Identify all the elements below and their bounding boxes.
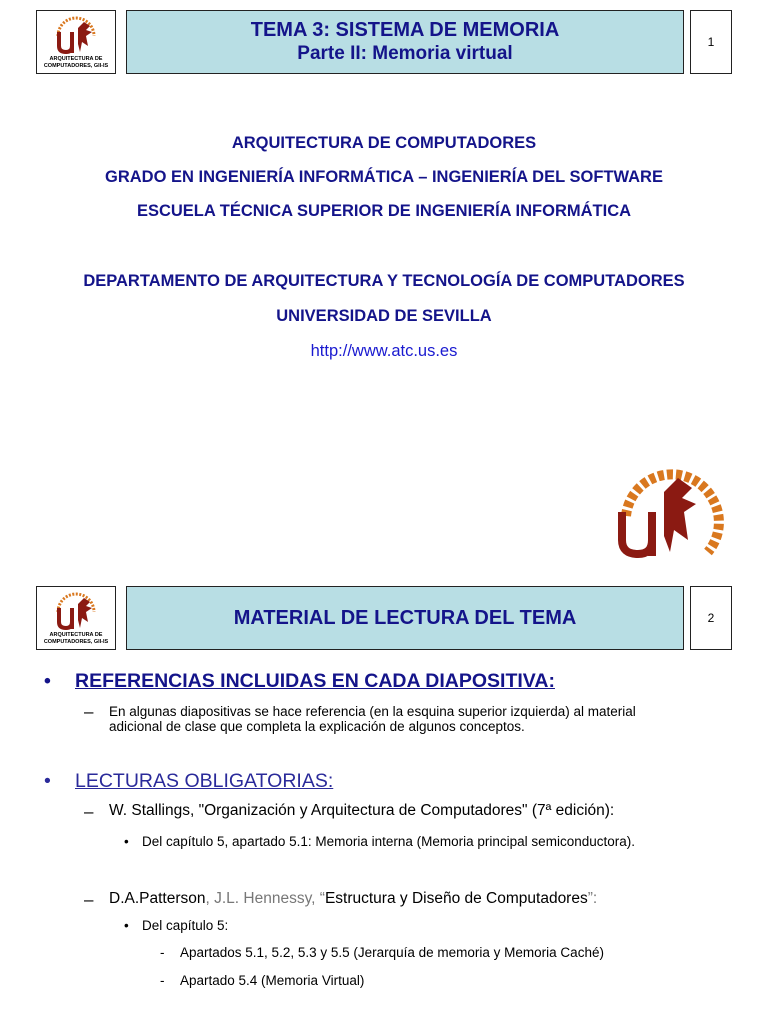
logo-caption-line2: COMPUTADORES, GII-IS <box>43 638 109 645</box>
book-coauthor: , J.L. Hennessy, “ <box>205 890 325 907</box>
slide-number-box <box>690 586 732 650</box>
bullet-icon: • <box>124 918 129 933</box>
section-heading-text: REFERENCIAS INCLUIDAS EN CADA DIAPOSITIVA: <box>75 670 555 692</box>
slide-number: 1 <box>707 35 715 49</box>
logo-caption-line1: ARQUITECTURA DE <box>49 632 103 638</box>
slide-number: 2 <box>707 611 715 625</box>
dash-icon: – <box>84 702 94 721</box>
logo-caption <box>37 632 115 645</box>
bullet-icon: • <box>124 834 129 849</box>
slide-title: MATERIAL DE LECTURA DEL TEMA <box>233 606 577 629</box>
logo-caption <box>37 56 115 69</box>
dash-icon: – <box>84 890 94 909</box>
university-seal-icon <box>612 456 726 560</box>
university-logo-box <box>36 10 116 74</box>
school-name: ESCUELA TÉCNICA SUPERIOR DE INGENIERÍA INFORMÁTICA <box>136 202 632 220</box>
slide-title-box <box>126 10 684 74</box>
book-title: Estructura y Diseño de Computadores <box>324 890 588 907</box>
book-reference: W. Stallings, "Organización y Arquitectura de Computadores" (7ª edición): <box>109 802 615 819</box>
book-author: D.A.Patterson <box>109 890 206 907</box>
university-logo-icon <box>50 590 102 632</box>
degree-name: GRADO EN INGENIERÍA INFORMÁTICA – INGENIERÍA DEL SOFTWARE <box>105 168 663 186</box>
sub-list-item-text: Apartado 5.4 (Memoria Virtual) <box>180 973 365 988</box>
university-name: UNIVERSIDAD DE SEVILLA <box>276 307 492 325</box>
slide-number-box <box>690 10 732 74</box>
department-name: DEPARTAMENTO DE ARQUITECTURA Y TECNOLOGÍA DE COMPUTADORES <box>83 272 685 290</box>
department-url-link[interactable]: http://www.atc.us.es <box>310 342 458 360</box>
logo-caption-line1: ARQUITECTURA DE <box>49 56 103 62</box>
logo-caption-line2: COMPUTADORES, GII-IS <box>43 62 109 69</box>
list-item-text: Del capítulo 5, apartado 5.1: Memoria interna (Memoria principal semiconductora). <box>142 834 635 849</box>
university-logo-icon <box>50 14 102 56</box>
slide-subtitle: Parte II: Memoria virtual <box>297 43 513 64</box>
slide-2 <box>0 580 768 1024</box>
university-logo-box <box>36 586 116 650</box>
sub-list-item-text: Apartados 5.1, 5.2, 5.3 y 5.5 (Jerarquía de memoria y Memoria Caché) <box>180 945 604 960</box>
hyphen-icon: - <box>160 973 165 988</box>
hyphen-icon: - <box>160 945 165 960</box>
list-item-text: En algunas diapositivas se hace referencia (en la esquina superior izquierda) al material <box>109 704 636 719</box>
book-tail: ”: <box>587 890 598 907</box>
slide-title: TEMA 3: SISTEMA DE MEMORIA <box>250 19 560 41</box>
bullet-icon: • <box>44 770 51 792</box>
bullet-icon: • <box>44 670 51 692</box>
dash-icon: – <box>84 802 94 821</box>
course-name: ARQUITECTURA DE COMPUTADORES <box>231 134 537 152</box>
section-heading-text: LECTURAS OBLIGATORIAS: <box>75 770 334 792</box>
slide-title-box <box>126 586 684 650</box>
book-reference <box>109 890 597 908</box>
list-item-text: Del capítulo 5: <box>142 918 229 933</box>
list-item-text: adicional de clase que completa la explicación de algunos conceptos. <box>109 719 525 734</box>
